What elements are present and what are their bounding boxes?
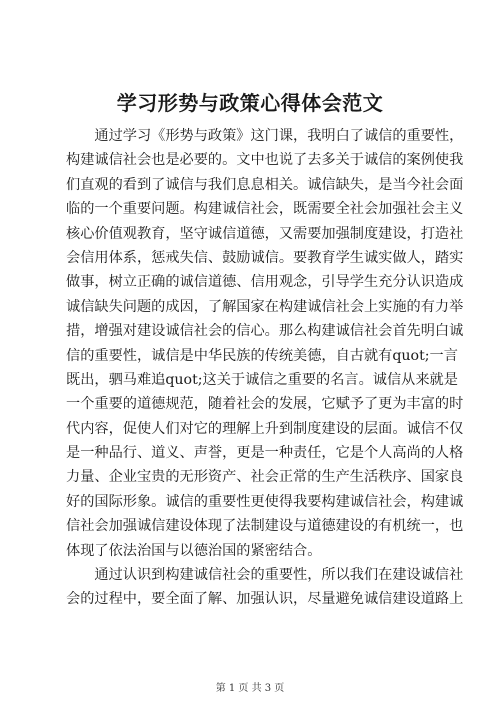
body-line: 力量、企业宝贵的无形资产、社会正常的生产生活秩序、国家良 xyxy=(66,469,464,486)
body-line: 一个重要的道德规范，随着社会的发展，它赋予了更为丰富的时 xyxy=(66,396,464,413)
document-body xyxy=(66,124,464,612)
document-title: 学习形势与政策心得体会范文 xyxy=(116,91,384,115)
body-line: 通过学习《形势与政策》这门课，我明白了诚信的重要性， xyxy=(66,128,464,144)
body-line: 好的国际形象。诚信的重要性更使得我要构建诚信社会，构建诚 xyxy=(66,493,464,510)
body-line: 会信用体系，惩戒失信、鼓励诚信。要教育学生诚实做人，踏实 xyxy=(66,249,464,266)
body-line: 信社会加强诚信建设体现了法制建设与道德建设的有机统一，也 xyxy=(66,518,464,535)
body-line: 们直观的看到了诚信与我们息息相关。诚信缺失，是当今社会面 xyxy=(66,176,464,193)
body-line: 是一种品行、道义、声誉，更是一种责任，它是个人高尚的人格 xyxy=(66,445,464,462)
body-line: 既出，驷马难追quot;这关于诚信之重要的名言。诚信从来就是 xyxy=(66,371,458,388)
body-line: 通过认识到构建诚信社会的重要性，所以我们在建设诚信社 xyxy=(66,567,464,584)
body-line: 做事，树立正确的诚信道德、信用观念，引导学生充分认识造成 xyxy=(66,274,464,291)
body-line: 临的一个重要问题。构建诚信社会，既需要全社会加强社会主义 xyxy=(66,201,464,218)
body-line: 代内容，促使人们对它的理解上升到制度建设的层面。诚信不仅 xyxy=(66,420,464,437)
page-number-footer: 第 1 页 共 3 页 xyxy=(215,683,285,694)
body-line: 体现了依法治国与以德治国的紧密结合。 xyxy=(66,542,322,559)
body-line: 会的过程中，要全面了解、加强认识，尽量避免诚信建设道路上 xyxy=(66,591,464,608)
body-line: 信的重要性，诚信是中华民族的传统美德，自古就有quot;一言 xyxy=(66,347,458,364)
body-line: 措，增强对建设诚信社会的信心。那么构建诚信社会首先明白诚 xyxy=(66,323,464,340)
body-line: 诚信缺失问题的成因，了解国家在构建诚信社会上实施的有力举 xyxy=(66,298,464,315)
body-line: 核心价值观教育，坚守诚信道德，又需要加强制度建设，打造社 xyxy=(66,225,464,242)
body-line: 构建诚信社会也是必要的。文中也说了去多关于诚信的案例使我 xyxy=(66,152,464,169)
